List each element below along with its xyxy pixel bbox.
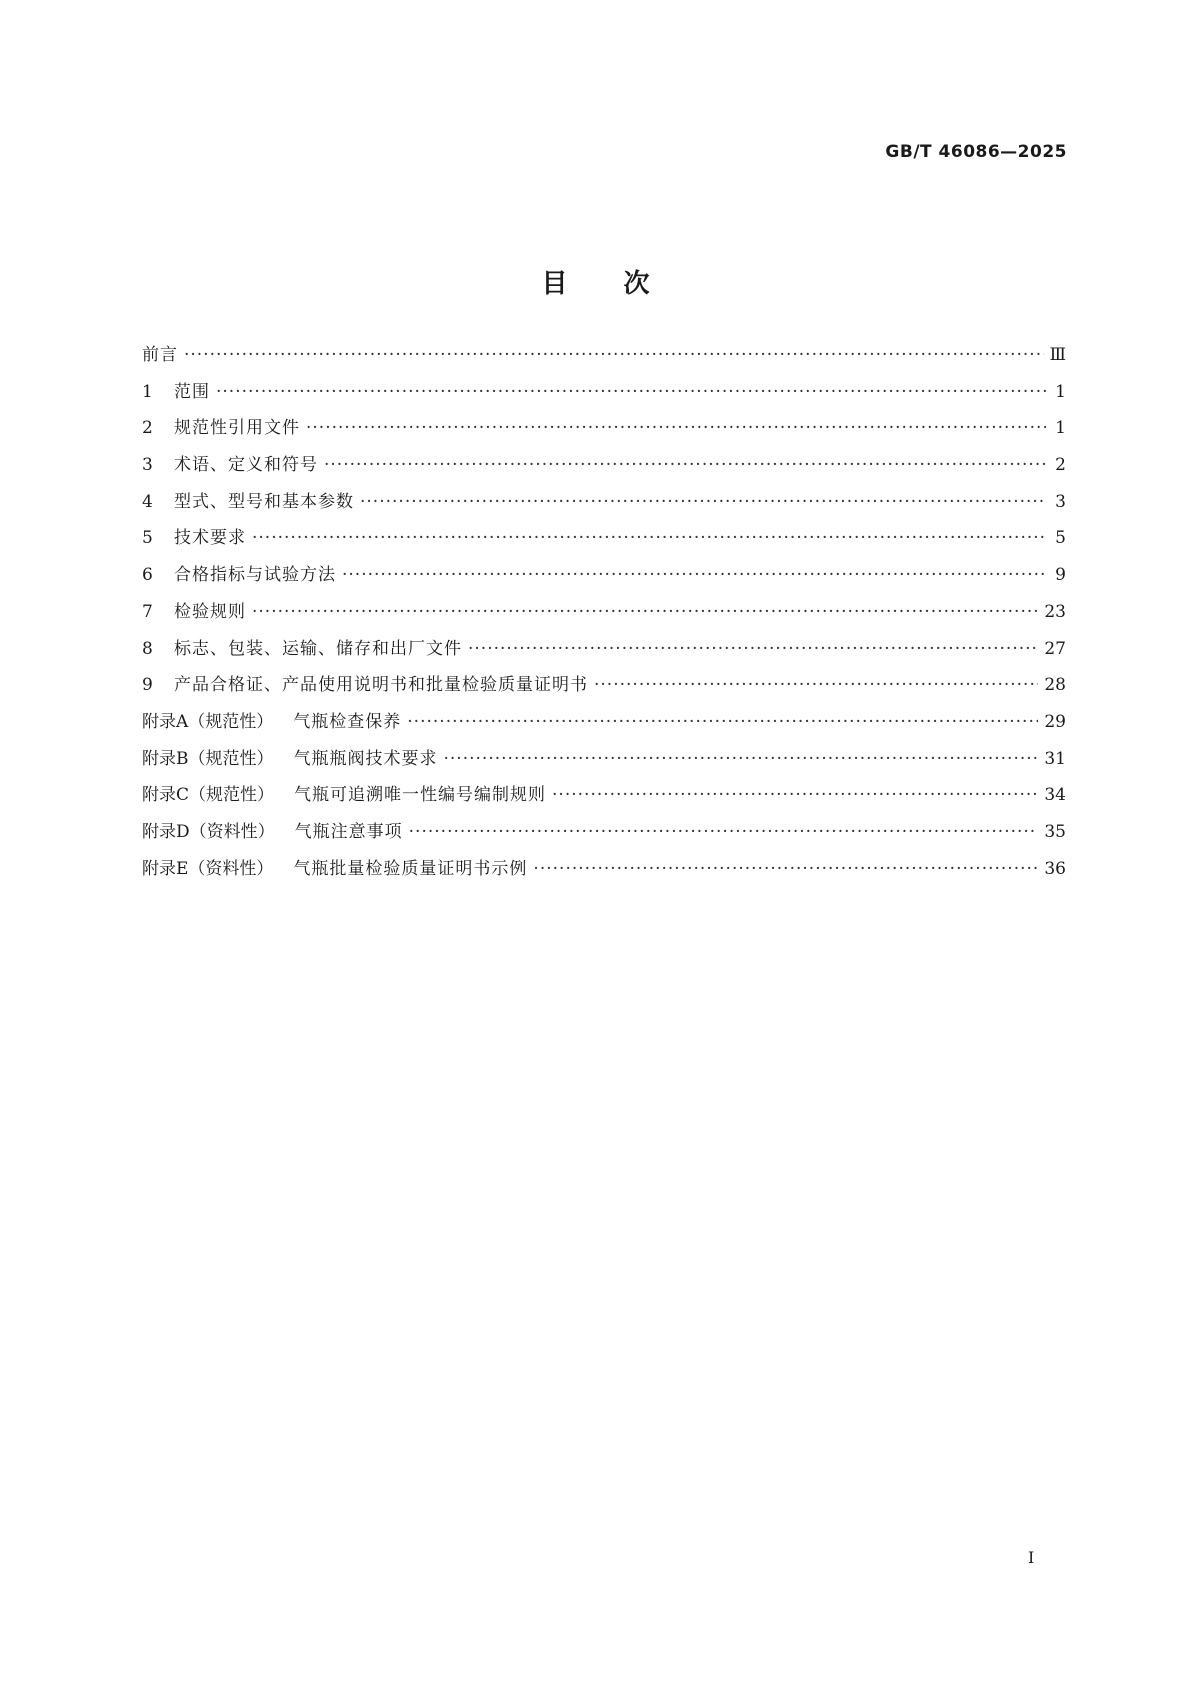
toc-entry-page: 31 [1044,748,1066,769]
toc-entry-label: 技术要求 [174,528,246,549]
toc-entry-label: 范围 [174,381,210,402]
toc-entry-leader-dots [594,675,1038,695]
toc-entry-label: 术语、定义和符号 [174,455,318,476]
toc-entry-page: 2 [1055,455,1066,476]
toc-entry[interactable] [142,560,1066,597]
toc-entry-annex-prefix: 附录E（资料性） [142,858,274,879]
toc-entry-leader-dots [468,639,1038,659]
toc-entry[interactable] [142,487,1066,524]
toc-entry-number: 3 [142,455,153,476]
toc-entry[interactable] [142,817,1066,854]
toc-entry-number: 7 [142,601,153,622]
toc-entry-label: 前言 [142,345,178,365]
toc-entry-label: 气瓶注意事项 [294,821,403,842]
toc-entry-leader-dots [306,418,1046,438]
toc-entry[interactable] [142,340,1066,377]
toc-entry-page: 34 [1044,785,1066,806]
toc-entry-leader-dots [324,455,1046,475]
toc-entry[interactable] [142,523,1066,560]
toc-entry-leader-dots [533,859,1038,879]
toc-entry-leader-dots [342,565,1046,585]
toc-entry-annex-prefix: 附录D（资料性） [142,821,275,842]
toc-entry-label: 合格指标与试验方法 [174,565,336,586]
toc-entry-label: 气瓶瓶阀技术要求 [293,748,438,769]
toc-entry[interactable] [142,744,1066,781]
toc-entry-page: 28 [1044,675,1066,696]
toc-entry-leader-dots [216,382,1046,402]
toc-entry[interactable] [142,707,1066,744]
toc-entry-leader-dots [409,822,1039,842]
toc-entry-label: 型式、型号和基本参数 [174,491,354,512]
toc-entry-number: 4 [142,491,153,512]
toc-entry-label: 产品合格证、产品使用说明书和批量检验质量证明书 [174,675,588,696]
toc-entry[interactable] [142,670,1066,707]
toc-entry-label: 气瓶可追溯唯一性编号编制规则 [294,785,547,806]
toc-entry-number: 9 [142,675,153,696]
toc-entry[interactable] [142,597,1066,634]
toc-entry-label: 检验规则 [174,601,246,622]
toc-entry-label: 气瓶检查保养 [293,711,402,732]
toc-entry-leader-dots [252,602,1038,622]
toc-entry-leader-dots [184,345,1044,365]
toc-entry-number: 5 [142,528,153,549]
toc-entry-page: 35 [1044,821,1066,842]
toc-entry-page: 3 [1055,491,1066,512]
toc-entry-label: 规范性引用文件 [174,418,300,439]
toc-entry[interactable] [142,854,1066,891]
toc-entry-page: 5 [1055,528,1066,549]
toc-entry-number: 6 [142,565,153,586]
toc-entry-label: 气瓶批量检验质量证明书示例 [293,858,528,879]
toc-entry[interactable] [142,413,1066,450]
toc-entry-number: 2 [142,418,153,439]
document-code: GB/T 46086—2025 [885,142,1067,162]
toc-entry-leader-dots [444,749,1039,769]
toc-entry-label: 标志、包装、运输、储存和出厂文件 [174,638,462,659]
toc-entry-leader-dots [552,785,1038,805]
toc-entry-annex-prefix: 附录B（规范性） [142,748,274,769]
toc-entry[interactable] [142,450,1066,487]
toc-title: 目次 [541,269,706,300]
table-of-contents [142,340,1066,890]
toc-entry-annex-prefix: 附录A（规范性） [142,711,274,732]
toc-entry-annex-prefix: 附录C（规范性） [142,785,275,806]
toc-entry-page: Ⅲ [1049,345,1066,365]
toc-entry-page: 1 [1055,381,1066,402]
toc-entry-page: 23 [1044,601,1066,622]
toc-entry-number: 8 [142,638,153,659]
toc-entry-leader-dots [252,528,1046,548]
toc-entry[interactable] [142,780,1066,817]
toc-entry-leader-dots [360,492,1046,512]
toc-entry-page: 1 [1055,418,1066,439]
toc-entry-leader-dots [407,712,1038,732]
toc-entry-page: 36 [1044,858,1066,879]
toc-entry-page: 27 [1044,638,1066,659]
toc-entry-page: 9 [1055,565,1066,586]
toc-entry-page: 29 [1044,711,1066,732]
toc-entry[interactable] [142,377,1066,414]
toc-entry-number: 1 [142,381,153,402]
toc-entry[interactable] [142,634,1066,671]
page-number: Ⅰ [1028,1548,1035,1567]
